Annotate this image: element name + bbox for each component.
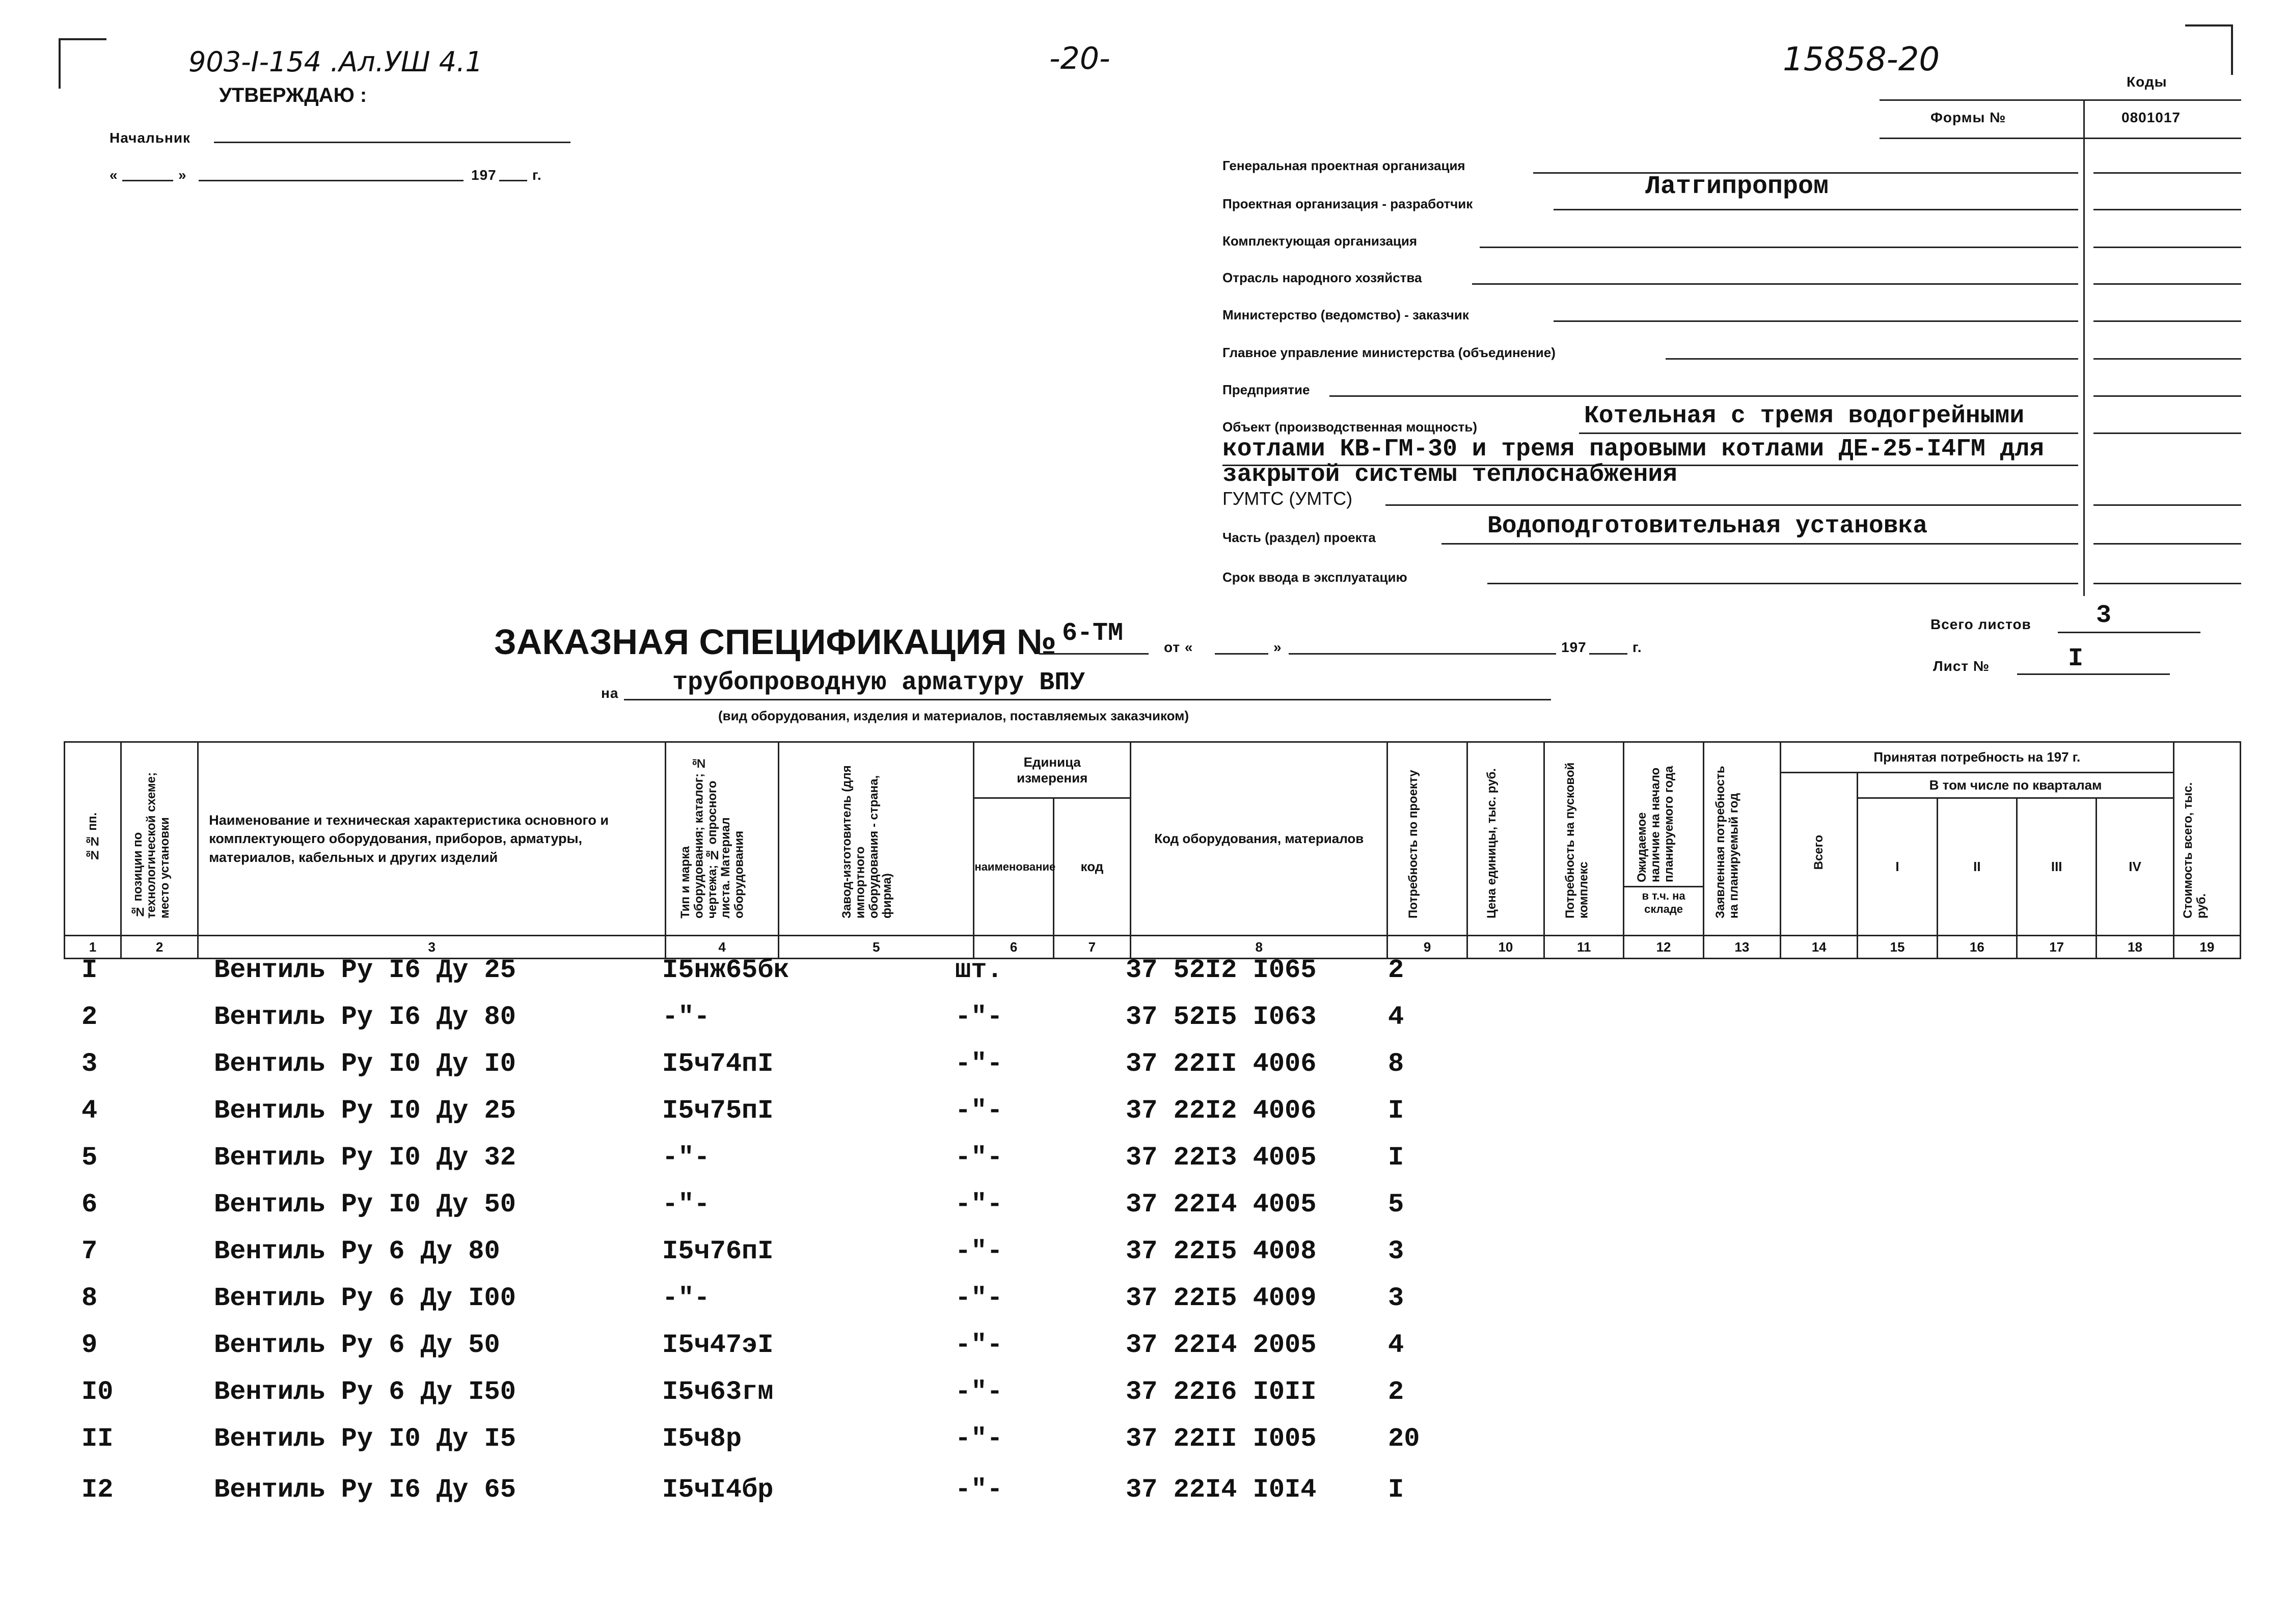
table-row bbox=[0, 1002, 2286, 1049]
row-item-name: Вентиль Ру I6 Ду 65 bbox=[214, 1475, 516, 1505]
row-unit: -"- bbox=[955, 1283, 1003, 1313]
col-header-code: Код оборудования, материалов bbox=[1131, 742, 1387, 936]
row-qty: 2 bbox=[1388, 1377, 1404, 1407]
approve-label: УТВЕРЖДАЮ : bbox=[219, 84, 367, 106]
col-header-q4: IV bbox=[2097, 798, 2173, 936]
table-row bbox=[0, 1143, 2286, 1189]
sheet-value: I bbox=[2068, 644, 2084, 673]
table-row bbox=[0, 1377, 2286, 1424]
row-code: 37 52I5 I063 bbox=[1126, 1002, 1317, 1032]
row-number: I0 bbox=[81, 1377, 114, 1407]
row-number: 2 bbox=[81, 1002, 98, 1032]
row-qty: 8 bbox=[1388, 1049, 1404, 1079]
total-sheets-value: 3 bbox=[2096, 601, 2112, 630]
table-row bbox=[0, 1475, 2286, 1522]
date-quote-open: « bbox=[110, 167, 118, 183]
row-type: -"- bbox=[662, 1002, 710, 1032]
corner-mark-right bbox=[2185, 24, 2233, 75]
row-item-name: Вентиль Ру I0 Ду I0 bbox=[214, 1049, 516, 1079]
row-type: I5ч8р bbox=[662, 1424, 742, 1454]
row-code: 37 22I3 4005 bbox=[1126, 1143, 1317, 1173]
row-number: I2 bbox=[81, 1475, 114, 1505]
complete-org-label: Комплектующая организация bbox=[1222, 233, 1418, 249]
row-number: 3 bbox=[81, 1049, 98, 1079]
date-year-suffix: г. bbox=[532, 167, 542, 183]
part-value: Водоподготовительная установка bbox=[1487, 512, 1928, 540]
sheet-label: Лист № bbox=[1933, 658, 1990, 674]
page-number: -20- bbox=[1049, 41, 1110, 76]
col-header-unit-name: наименование bbox=[974, 798, 1053, 936]
row-code: 37 52I2 I065 bbox=[1126, 955, 1317, 985]
col-header-declared: Заявленная потребность на планируемый год bbox=[1703, 742, 1780, 936]
row-item-name: Вентиль Ру 6 Ду I50 bbox=[214, 1377, 516, 1407]
col-header-q2: II bbox=[1937, 798, 2017, 936]
row-code: 37 22I4 I0I4 bbox=[1126, 1475, 1317, 1505]
chief-label: Начальник bbox=[110, 130, 191, 146]
for-value: трубопроводную арматуру ВПУ bbox=[672, 668, 1085, 697]
design-org-value: Латгипропром bbox=[1645, 172, 1829, 201]
table-row bbox=[0, 1330, 2286, 1377]
general-org-label: Генеральная проектная организация bbox=[1222, 158, 1465, 173]
col-header-price: Цена единицы, тыс. руб. bbox=[1467, 742, 1544, 936]
col-header-accepted: Принятая потребность на 197 г. bbox=[1781, 742, 2174, 773]
for-label: на bbox=[601, 685, 619, 701]
row-qty: I bbox=[1388, 1143, 1404, 1173]
row-number: 4 bbox=[81, 1096, 98, 1126]
row-unit: шт. bbox=[955, 955, 1003, 985]
row-item-name: Вентиль Ру I0 Ду 50 bbox=[214, 1189, 516, 1220]
row-type: I5ч76пI bbox=[662, 1236, 774, 1266]
row-code: 37 22I4 2005 bbox=[1126, 1330, 1317, 1360]
row-qty: 3 bbox=[1388, 1283, 1404, 1313]
table-row bbox=[0, 1096, 2286, 1143]
object-value-line1: Котельная с тремя водогрейными bbox=[1584, 402, 2025, 430]
doc-code: 903-I-154 .Ал.УШ 4.1 bbox=[188, 46, 483, 78]
row-item-name: Вентиль Ру I0 Ду I5 bbox=[214, 1424, 516, 1454]
row-item-name: Вентиль Ру I0 Ду 25 bbox=[214, 1096, 516, 1126]
total-sheets-label: Всего листов bbox=[1930, 616, 2031, 632]
table-row bbox=[0, 1236, 2286, 1283]
row-number: 6 bbox=[81, 1189, 98, 1220]
row-number: II bbox=[81, 1424, 114, 1454]
col-header-in-stock: в т.ч. на складе bbox=[1624, 886, 1702, 918]
col-header-startup: Потребность на пусковой комплекс bbox=[1544, 742, 1624, 936]
row-qty: 20 bbox=[1388, 1424, 1420, 1454]
col-header-cost: Стоимость всего, тыс. руб. bbox=[2173, 742, 2240, 936]
row-number: 7 bbox=[81, 1236, 98, 1266]
row-code: 37 22II 4006 bbox=[1126, 1049, 1317, 1079]
row-item-name: Вентиль Ру 6 Ду I00 bbox=[214, 1283, 516, 1313]
row-type: -"- bbox=[662, 1143, 710, 1173]
form-label: Формы № bbox=[1930, 110, 2006, 125]
col-header-num: №№ пп. bbox=[65, 742, 121, 936]
row-code: 37 22I2 4006 bbox=[1126, 1096, 1317, 1126]
row-unit: -"- bbox=[955, 1475, 1003, 1505]
col-header-unit: Единица измерения bbox=[974, 742, 1131, 798]
date-year: 197 bbox=[471, 167, 497, 183]
spec-from-label: от « bbox=[1164, 639, 1193, 655]
row-number: 8 bbox=[81, 1283, 98, 1313]
col-header-total: Всего bbox=[1781, 773, 1858, 936]
col-header-position: № позиции по технологической схеме; место установки bbox=[121, 742, 198, 936]
row-qty: I bbox=[1388, 1475, 1404, 1505]
design-org-label: Проектная организация - разработчик bbox=[1222, 196, 1473, 211]
spec-title: ЗАКАЗНАЯ СПЕЦИФИКАЦИЯ № bbox=[494, 622, 1056, 662]
row-type: I5ч63гм bbox=[662, 1377, 774, 1407]
row-unit: -"- bbox=[955, 1377, 1003, 1407]
row-type: I5ч75пI bbox=[662, 1096, 774, 1126]
row-unit: -"- bbox=[955, 1143, 1003, 1173]
row-item-name: Вентиль Ру 6 Ду 50 bbox=[214, 1330, 500, 1360]
col-header-q1: I bbox=[1858, 798, 1937, 936]
row-item-name: Вентиль Ру I6 Ду 25 bbox=[214, 955, 516, 985]
row-code: 37 22I5 4009 bbox=[1126, 1283, 1317, 1313]
enterprise-label: Предприятие bbox=[1222, 382, 1310, 397]
col-header-unit-code: код bbox=[1053, 798, 1130, 936]
row-qty: 2 bbox=[1388, 955, 1404, 985]
col-header-need: Потребность по проекту bbox=[1387, 742, 1467, 936]
main-dept-label: Главное управление министерства (объединение) bbox=[1222, 345, 1556, 360]
row-code: 37 22I6 I0II bbox=[1126, 1377, 1317, 1407]
table-row bbox=[0, 1424, 2286, 1471]
commission-label: Срок ввода в эксплуатацию bbox=[1222, 570, 1407, 585]
row-code: 37 22II I005 bbox=[1126, 1424, 1317, 1454]
codes-label: Коды bbox=[2127, 74, 2167, 90]
row-type: I5нж65бк bbox=[662, 955, 790, 985]
row-unit: -"- bbox=[955, 1236, 1003, 1266]
col-header-manufacturer: Завод-изготовитель (для импортного оборудования - страна, фирма) bbox=[779, 742, 974, 936]
col-header-name: Наименование и техническая характеристика основного и комплектующего оборудования, приборов, арматуры, материалов, кабельных и других изделий bbox=[198, 742, 666, 936]
industry-label: Отрасль народного хозяйства bbox=[1222, 270, 1422, 285]
part-label: Часть (раздел) проекта bbox=[1222, 530, 1376, 545]
ministry-label: Министерство (ведомство) - заказчик bbox=[1222, 307, 1469, 322]
col-header-q3: III bbox=[2017, 798, 2097, 936]
row-qty: I bbox=[1388, 1096, 1404, 1126]
row-qty: 5 bbox=[1388, 1189, 1404, 1220]
row-type: I5ч74пI bbox=[662, 1049, 774, 1079]
row-unit: -"- bbox=[955, 1002, 1003, 1032]
col-header-expected: Ожидаемое наличие на начало планируемого года в т.ч. на складе bbox=[1624, 742, 1703, 936]
row-type: -"- bbox=[662, 1189, 710, 1220]
row-item-name: Вентиль Ру 6 Ду 80 bbox=[214, 1236, 500, 1266]
row-number: 9 bbox=[81, 1330, 98, 1360]
gumts-label: ГУМТС (УМТС) bbox=[1222, 488, 1353, 509]
spec-year: 197 bbox=[1561, 639, 1587, 655]
row-qty: 4 bbox=[1388, 1002, 1404, 1032]
date-quote-close: » bbox=[178, 167, 187, 183]
row-unit: -"- bbox=[955, 1049, 1003, 1079]
row-number: 5 bbox=[81, 1143, 98, 1173]
object-label: Объект (производственная мощность) bbox=[1222, 419, 1478, 435]
column-number-row: 1 2 3 4 5 6 7 8 9 10 11 12 13 14 15 16 17 18 19 bbox=[65, 936, 2241, 959]
row-unit: -"- bbox=[955, 1330, 1003, 1360]
row-type: I5ч47эI bbox=[662, 1330, 774, 1360]
table-row bbox=[0, 1049, 2286, 1096]
spec-from-close: » bbox=[1273, 639, 1282, 655]
row-item-name: Вентиль Ру I0 Ду 32 bbox=[214, 1143, 516, 1173]
spec-number: 6-ТМ bbox=[1062, 619, 1124, 648]
row-qty: 4 bbox=[1388, 1330, 1404, 1360]
table-row bbox=[0, 955, 2286, 1002]
row-number: I bbox=[81, 955, 98, 985]
sheet-reference: 15858-20 bbox=[1783, 41, 1940, 78]
table-row bbox=[0, 1189, 2286, 1236]
spec-table bbox=[64, 741, 2241, 959]
row-code: 37 22I4 4005 bbox=[1126, 1189, 1317, 1220]
object-value-line2: котлами КВ-ГМ-30 и тремя паровыми котлами ДЕ-25-I4ГМ для bbox=[1222, 436, 2045, 463]
row-unit: -"- bbox=[955, 1189, 1003, 1220]
row-code: 37 22I5 4008 bbox=[1126, 1236, 1317, 1266]
spec-year-suffix: г. bbox=[1632, 639, 1642, 655]
corner-mark-left bbox=[59, 38, 106, 89]
col-header-quarters: В том числе по кварталам bbox=[1858, 773, 2173, 798]
row-item-name: Вентиль Ру I6 Ду 80 bbox=[214, 1002, 516, 1032]
table-row bbox=[0, 1283, 2286, 1330]
row-qty: 3 bbox=[1388, 1236, 1404, 1266]
row-unit: -"- bbox=[955, 1424, 1003, 1454]
form-code: 0801017 bbox=[2121, 110, 2181, 125]
col-header-type: Тип и марка оборудования; каталог; № чертежа; № опросного листа. Материал оборудования bbox=[666, 742, 779, 936]
row-unit: -"- bbox=[955, 1096, 1003, 1126]
row-type: I5чI4бр bbox=[662, 1475, 774, 1505]
row-type: -"- bbox=[662, 1283, 710, 1313]
subtitle: (вид оборудования, изделия и материалов, поставляемых заказчиком) bbox=[718, 708, 1189, 723]
object-value-line3: закрытой системы теплоснабжения bbox=[1222, 461, 1677, 489]
